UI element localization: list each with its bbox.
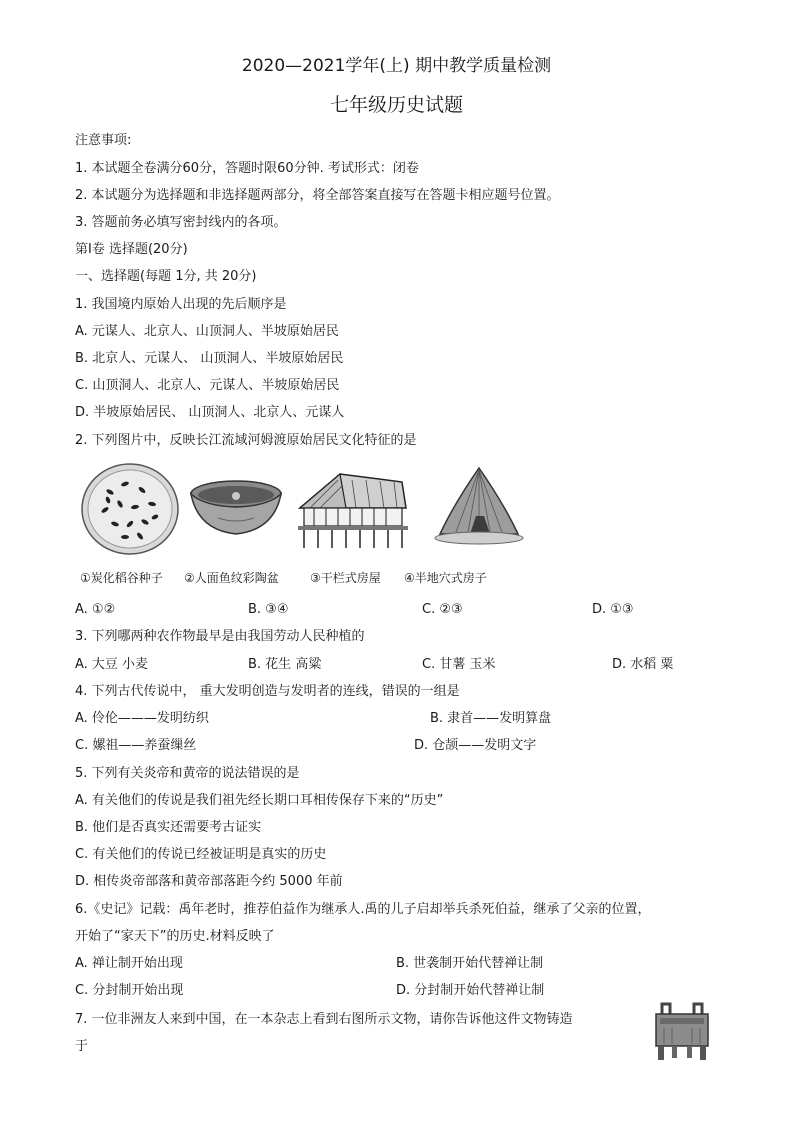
section-heading: 一、选择题(每题 1分, 共 20分) xyxy=(75,269,257,284)
question-2-option-a: A. ①② xyxy=(75,602,116,617)
question-5-option-d: D. 相传炎帝部落和黄帝部落距今约 5000 年前 xyxy=(75,874,343,889)
caption-rice-seeds: ①炭化稻谷种子 xyxy=(80,571,163,585)
question-5-option-a: A. 有关他们的传说是我们祖先经长期口耳相传保存下来的“历史” xyxy=(75,793,444,808)
question-3-option-c: C. 甘薯 玉米 xyxy=(422,657,496,672)
note-item: 1. 本试题全卷满分60分，答题时限60分钟. 考试形式：闭卷 xyxy=(75,161,419,176)
question-4-option-c: C. 嫘祖——养蚕缫丝 xyxy=(75,738,197,753)
question-7-stem: 7. 一位非洲友人来到中国，在一本杂志上看到右图所示文物，请你告诉他这件文物铸造 xyxy=(75,1012,573,1027)
rice-seeds-image xyxy=(80,462,180,556)
caption-stilt-house: ③干栏式房屋 xyxy=(310,571,381,585)
question-6-option-a: A. 禅让制开始出现 xyxy=(75,956,183,971)
part-heading: 第Ⅰ卷 选择题(20分) xyxy=(75,242,188,257)
question-4-option-d: D. 仓颉——发明文字 xyxy=(414,738,537,753)
stilt-house-image xyxy=(290,468,412,550)
question-5-option-b: B. 他们是否真实还需要考古证实 xyxy=(75,820,262,835)
caption-pottery-basin: ②人面鱼纹彩陶盆 xyxy=(184,571,279,585)
question-2-option-c: C. ②③ xyxy=(422,602,463,617)
question-1-option-d: D. 半坡原始居民、 山顶洞人、北京人、元谋人 xyxy=(75,405,345,420)
question-3-option-b: B. 花生 高粱 xyxy=(248,657,322,672)
question-6-stem-continued: 开始了“家天下”的历史.材料反映了 xyxy=(75,929,275,944)
exam-subtitle: 七年级历史试题 xyxy=(329,94,463,116)
question-1-option-a: A. 元谋人、北京人、山顶洞人、半坡原始居民 xyxy=(75,324,339,339)
question-1-stem: 1. 我国境内原始人出现的先后顺序是 xyxy=(75,297,287,312)
question-3-option-d: D. 水稻 粟 xyxy=(612,657,674,672)
question-1-option-b: B. 北京人、元谋人、 山顶洞人、半坡原始居民 xyxy=(75,351,344,366)
exam-title: 2020—2021学年(上) 期中教学质量检测 xyxy=(241,56,552,76)
question-5-option-c: C. 有关他们的传说已经被证明是真实的历史 xyxy=(75,847,327,862)
question-6-option-b: B. 世袭制开始代替禅让制 xyxy=(396,956,544,971)
question-2-option-d: D. ①③ xyxy=(592,602,634,617)
question-7-stem-continued: 于 xyxy=(75,1039,89,1054)
question-5-stem: 5. 下列有关炎帝和黄帝的说法错误的是 xyxy=(75,766,300,781)
notes-heading: 注意事项: xyxy=(75,133,132,148)
question-4-option-b: B. 隶首——发明算盘 xyxy=(430,711,552,726)
question-2-stem: 2. 下列图片中，反映长江流域河姆渡原始居民文化特征的是 xyxy=(75,433,417,448)
caption-semi-subterranean-hut: ④半地穴式房子 xyxy=(404,571,487,585)
pottery-basin-image xyxy=(188,478,284,540)
bronze-ding-image xyxy=(650,1000,714,1062)
note-item: 2. 本试题分为选择题和非选择题两部分，将全部答案直接写在答题卡相应题号位置。 xyxy=(75,188,560,203)
question-3-stem: 3. 下列哪两种农作物最早是由我国劳动人民种植的 xyxy=(75,629,365,644)
question-6-option-c: C. 分封制开始出现 xyxy=(75,983,184,998)
question-2-option-b: B. ③④ xyxy=(248,602,289,617)
note-item: 3. 答题前务必填写密封线内的各项。 xyxy=(75,215,287,230)
question-3-option-a: A. 大豆 小麦 xyxy=(75,657,149,672)
question-4-option-a: A. 伶伦———发明纺织 xyxy=(75,711,209,726)
semi-subterranean-hut-image xyxy=(434,464,524,554)
question-6-stem: 6.《史记》记载：禹年老时，推荐伯益作为继承人.禹的儿子启却举兵杀死伯益，继承了父亲的位置， xyxy=(75,902,651,917)
question-6-option-d: D. 分封制开始代替禅让制 xyxy=(396,983,545,998)
question-4-stem: 4. 下列古代传说中， 重大发明创造与发明者的连线，错误的一组是 xyxy=(75,684,460,699)
question-1-option-c: C. 山顶洞人、北京人、元谋人、半坡原始居民 xyxy=(75,378,340,393)
